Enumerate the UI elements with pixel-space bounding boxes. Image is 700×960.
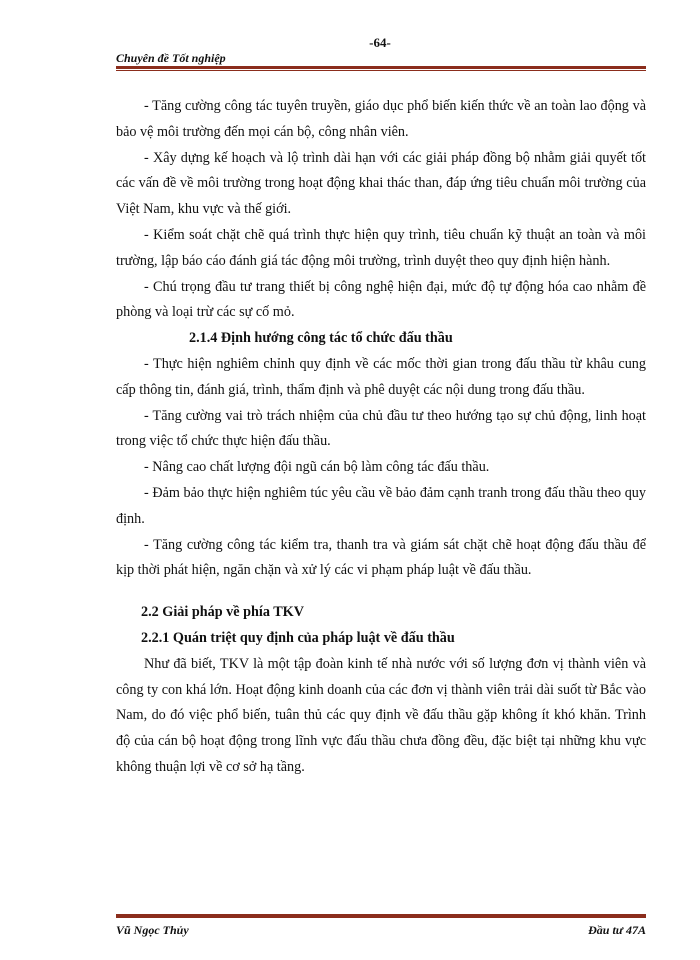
section-heading-2-2-1: 2.2.1 Quán triệt quy định của pháp luật về đấu thầu: [141, 629, 455, 646]
bullet-item: - Kiểm soát chặt chẽ quá trình thực hiện quy trình, tiêu chuẩn kỹ thuật an toàn và môi trường, lập báo cáo đánh giá tác động môi trường, trình duyệt theo quy định hiện hành.: [116, 226, 646, 269]
bullet-item: - Tăng cường công tác kiểm tra, thanh tra và giám sát chặt chẽ hoạt động đấu thầu để kịp thời phát hiện, ngăn chặn và xử lý các vi phạm pháp luật về đấu thầu.: [116, 536, 646, 579]
footer-author: Vũ Ngọc Thủy: [116, 923, 189, 937]
bullet-item: - Thực hiện nghiêm chỉnh quy định về các mốc thời gian trong đấu thầu từ khâu cung cấp thông tin, đánh giá, trình, thẩm định và phê duyệt các nội dung trong đấu thầu.: [116, 355, 646, 398]
bullet-item: - Chú trọng đầu tư trang thiết bị công nghệ hiện đại, mức độ tự động hóa cao nhằm đề phòng và loại trừ các sự cố mỏ.: [116, 278, 646, 321]
page-number: -64-: [369, 35, 391, 50]
document-body: [116, 94, 646, 781]
footer-class: Đầu tư 47A: [588, 923, 646, 937]
bullet-item: - Nâng cao chất lượng đội ngũ cán bộ làm công tác đấu thầu.: [144, 459, 490, 476]
body-paragraph: Như đã biết, TKV là một tập đoàn kinh tế nhà nước với số lượng đơn vị thành viên và công ty con khá lớn. Hoạt động kinh doanh của các đơn vị thành viên trải dài suốt từ Bắc vào Nam, do đó việc phổ biến, tuân thủ các quy định về đấu thầu gặp không ít khó khăn. Trình độ của cán bộ hoạt động trong lĩnh vực đấu thầu chưa đồng đều, đặc biệt tại những khu vực không thuận lợi về cơ sở hạ tầng.: [116, 655, 646, 775]
header-rule: [116, 66, 646, 71]
section-heading-2-1-4: 2.1.4 Định hướng công tác tổ chức đấu thầu: [189, 330, 453, 347]
footer-rule: [116, 913, 646, 918]
bullet-item: - Tăng cường vai trò trách nhiệm của chủ đầu tư theo hướng tạo sự chủ động, linh hoạt trong việc tổ chức thực hiện đấu thầu.: [116, 407, 646, 450]
bullet-item: - Đảm bảo thực hiện nghiêm túc yêu cầu về bảo đảm cạnh tranh trong đấu thầu theo quy định.: [116, 484, 646, 527]
bullet-item: - Xây dựng kế hoạch và lộ trình dài hạn với các giải pháp đồng bộ nhằm giải quyết tốt các vấn đề về môi trường trong hoạt động khai thác than, đáp ứng tiêu chuẩn môi trường của Việt Nam, khu vực và thế giới.: [116, 149, 646, 218]
bullet-item: - Tăng cường công tác tuyên truyền, giáo dục phổ biến kiến thức về an toàn lao động và bảo vệ môi trường đến mọi cán bộ, công nhân viên.: [116, 98, 646, 140]
section-heading-2-2: 2.2 Giải pháp về phía TKV: [141, 604, 304, 621]
header-title: Chuyên đề Tốt nghiệp: [116, 51, 226, 65]
